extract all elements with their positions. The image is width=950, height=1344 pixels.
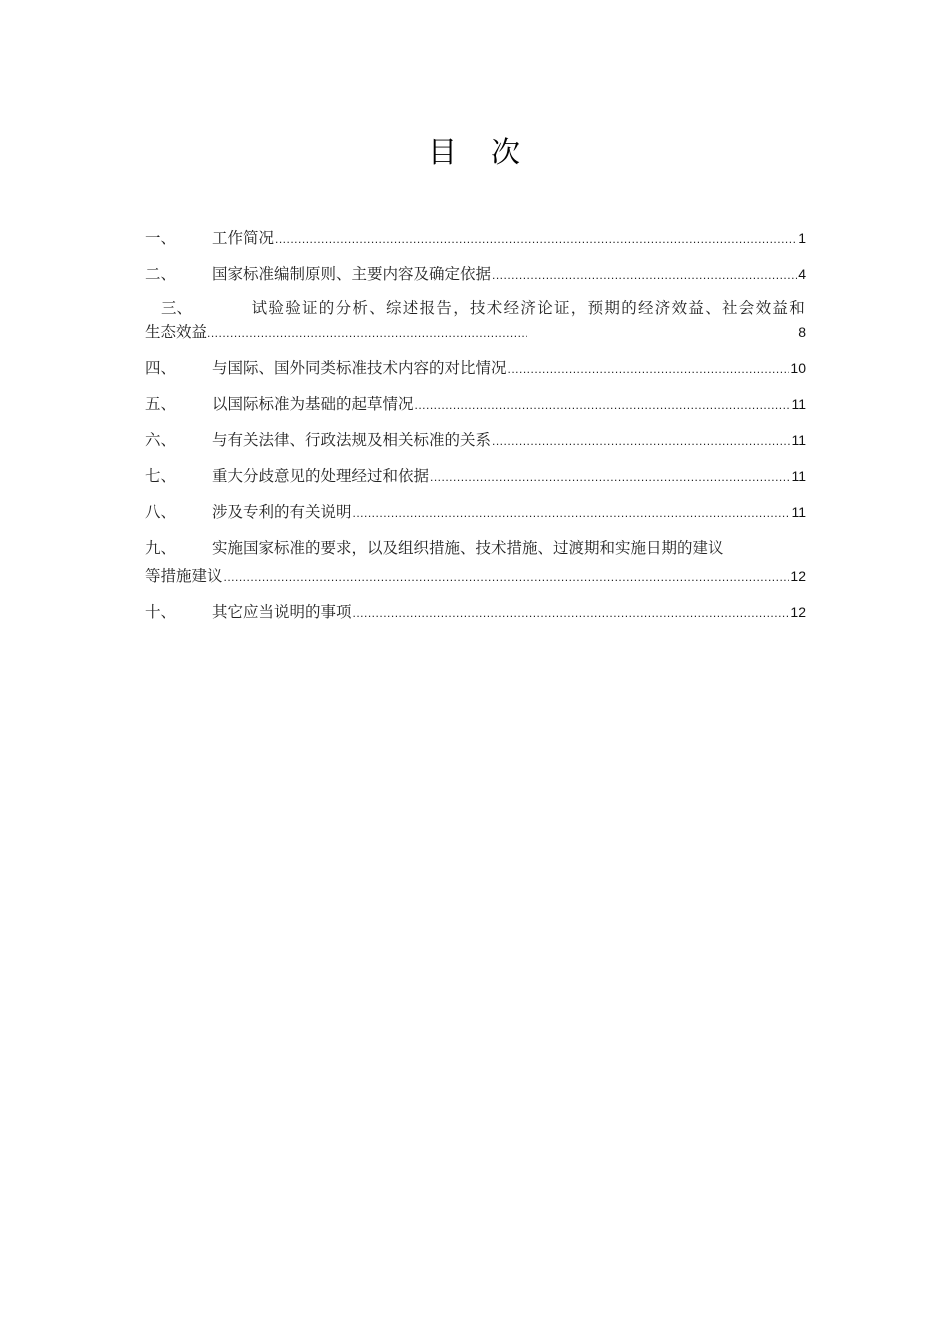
toc-entry-number: 四、 bbox=[145, 359, 177, 377]
toc-entry-5[interactable] bbox=[145, 392, 806, 416]
dot-leader bbox=[430, 465, 790, 489]
toc-entry-1[interactable] bbox=[145, 226, 806, 250]
toc-entry-label-line1: 实施国家标准的要求，以及组织措施、技术措施、过渡期和实施日期的建议 bbox=[212, 539, 724, 557]
toc-entry-number: 九、 bbox=[145, 539, 177, 557]
toc-entry-label: 涉及专利的有关说明 bbox=[212, 503, 352, 521]
toc-page-number: 11 bbox=[791, 432, 806, 448]
toc-entry-label: 工作简况 bbox=[212, 229, 275, 247]
toc-entry-label-line2: 等措施建议 bbox=[145, 567, 223, 585]
toc-entry-label: 以国际标准为基础的起草情况 bbox=[212, 395, 414, 413]
dot-leader bbox=[415, 393, 791, 417]
title-char-1: 目 bbox=[427, 135, 459, 169]
dot-leader bbox=[224, 565, 790, 589]
toc-entry-number: 一、 bbox=[145, 229, 177, 247]
toc-entry-7[interactable] bbox=[145, 464, 806, 488]
toc-entry-number: 五、 bbox=[145, 395, 177, 413]
dot-leader bbox=[508, 357, 790, 381]
dot-leader bbox=[353, 501, 791, 525]
toc-entry-label: 国家标准编制原则、主要内容及确定依据 bbox=[212, 265, 492, 283]
toc-entry-3[interactable] bbox=[145, 296, 806, 344]
toc-entry-number: 十、 bbox=[145, 603, 177, 621]
page-title bbox=[0, 130, 950, 171]
toc-page-number: 11 bbox=[791, 396, 806, 412]
toc-entry-number: 六、 bbox=[145, 431, 177, 449]
toc-entry-10[interactable] bbox=[145, 600, 806, 624]
toc-entry-6[interactable] bbox=[145, 428, 806, 452]
toc-page-number: 8 bbox=[798, 324, 806, 340]
toc-entry-label: 重大分歧意见的处理经过和依据 bbox=[212, 467, 430, 485]
toc-page-number: 11 bbox=[791, 504, 806, 520]
toc-page-number: 12 bbox=[790, 604, 806, 620]
toc-page-number: 10 bbox=[790, 360, 806, 376]
dot-leader bbox=[492, 263, 797, 287]
toc-entry-label-line2: 生态效益 bbox=[145, 323, 208, 341]
toc-entry-label: 与有关法律、行政法规及相关标准的关系 bbox=[212, 431, 492, 449]
toc-page-number: 11 bbox=[791, 468, 806, 484]
toc-entry-8[interactable] bbox=[145, 500, 806, 524]
toc-entry-9[interactable] bbox=[145, 536, 806, 588]
toc-entry-2[interactable] bbox=[145, 262, 806, 286]
dot-leader bbox=[492, 429, 790, 453]
dot-leader bbox=[207, 321, 527, 345]
table-of-contents bbox=[145, 226, 806, 624]
dot-leader bbox=[353, 601, 790, 625]
toc-page-number: 4 bbox=[798, 266, 806, 282]
toc-page-number: 1 bbox=[798, 230, 806, 246]
toc-entry-label-line1: 试验验证的分析、综述报告，技术经济论证，预期的经济效益、社会效益和 bbox=[251, 299, 806, 317]
toc-entry-label: 与国际、国外同类标准技术内容的对比情况 bbox=[212, 359, 507, 377]
toc-entry-number: 三、 bbox=[161, 299, 193, 317]
title-char-2: 次 bbox=[491, 135, 523, 169]
toc-entry-number: 七、 bbox=[145, 467, 177, 485]
toc-page-number: 12 bbox=[790, 568, 806, 584]
toc-entry-number: 二、 bbox=[145, 265, 177, 283]
toc-entry-number: 八、 bbox=[145, 503, 177, 521]
toc-entry-4[interactable] bbox=[145, 356, 806, 380]
dot-leader bbox=[275, 227, 797, 251]
toc-entry-label: 其它应当说明的事项 bbox=[212, 603, 352, 621]
